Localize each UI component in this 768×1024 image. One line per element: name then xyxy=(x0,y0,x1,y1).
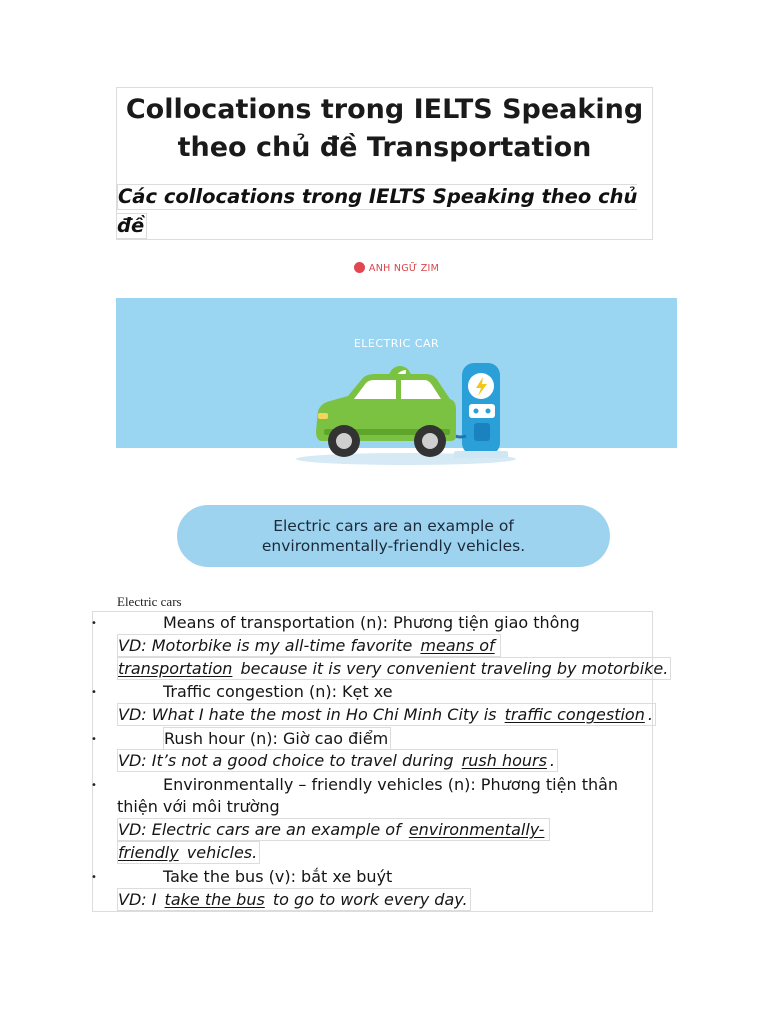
example-text: . xyxy=(549,751,556,770)
example-text: because it is very convenient traveling by motorbike. xyxy=(235,659,669,678)
list-item-term: Take the bus (v): bắt xe buýt xyxy=(163,867,393,886)
list-item-term: Traffic congestion (n): Kẹt xe xyxy=(163,682,393,701)
example-text: VD: It’s not a good choice to travel during xyxy=(118,751,459,770)
example-sentence xyxy=(117,705,656,724)
collocation-highlight: environmentally- xyxy=(408,820,545,839)
collocation-highlight: traffic congestion xyxy=(504,705,645,724)
collocation-highlight: rush hours xyxy=(461,751,547,770)
collocation-highlight: means of xyxy=(420,636,495,655)
list-bullet: • xyxy=(91,872,97,883)
example-text: . xyxy=(647,705,653,724)
caption-pill xyxy=(177,505,610,567)
example-sentence xyxy=(117,636,501,655)
page-title: Collocations trong IELTS Speaking theo chủ đề Transportation xyxy=(125,94,644,163)
collocation-highlight: transportation xyxy=(118,659,233,678)
caption-text: Electric cars are an example of environmentally-friendly vehicles. xyxy=(261,517,526,555)
example-text: to go to work every day. xyxy=(267,890,468,909)
example-sentence-cont xyxy=(117,843,260,862)
list-bullet: • xyxy=(91,734,97,745)
charging-station-icon xyxy=(454,363,508,458)
list-item-term-cont: thiện với môi trường xyxy=(117,797,280,816)
list-item-term: Means of transportation (n): Phương tiện giao thông xyxy=(163,613,580,632)
example-text: VD: Motorbike is my all-time favorite xyxy=(118,636,418,655)
section-heading-line-1: Các collocations trong IELTS Speaking theo chủ đề xyxy=(117,185,638,237)
example-text: VD: What I hate the most in Ho Chi Minh City is xyxy=(118,705,502,724)
example-text: VD: I xyxy=(118,890,162,909)
electric-car-illustration xyxy=(116,241,677,593)
list-bullet: • xyxy=(91,780,97,791)
example-sentence xyxy=(117,751,558,770)
figure-caption: Electric cars xyxy=(117,594,182,609)
car-label: ELECTRIC CAR xyxy=(353,337,440,350)
example-text: VD: Electric cars are an example of xyxy=(118,820,406,839)
example-sentence xyxy=(117,890,471,909)
list-item-term: Rush hour (n): Giờ cao điểm xyxy=(163,729,391,748)
list-bullet: • xyxy=(91,618,97,629)
brand-name: ANH NGỮ ZIM xyxy=(368,263,440,274)
list-item-term: Environmentally – friendly vehicles (n): Phương tiện thân xyxy=(163,775,619,794)
collocation-highlight: friendly xyxy=(118,843,179,862)
example-text: vehicles. xyxy=(181,843,258,862)
list-bullet: • xyxy=(91,687,97,698)
example-sentence-cont xyxy=(117,659,671,678)
collocation-highlight: take the bus xyxy=(164,890,265,909)
green-car-icon xyxy=(316,374,456,457)
example-sentence xyxy=(117,820,550,839)
